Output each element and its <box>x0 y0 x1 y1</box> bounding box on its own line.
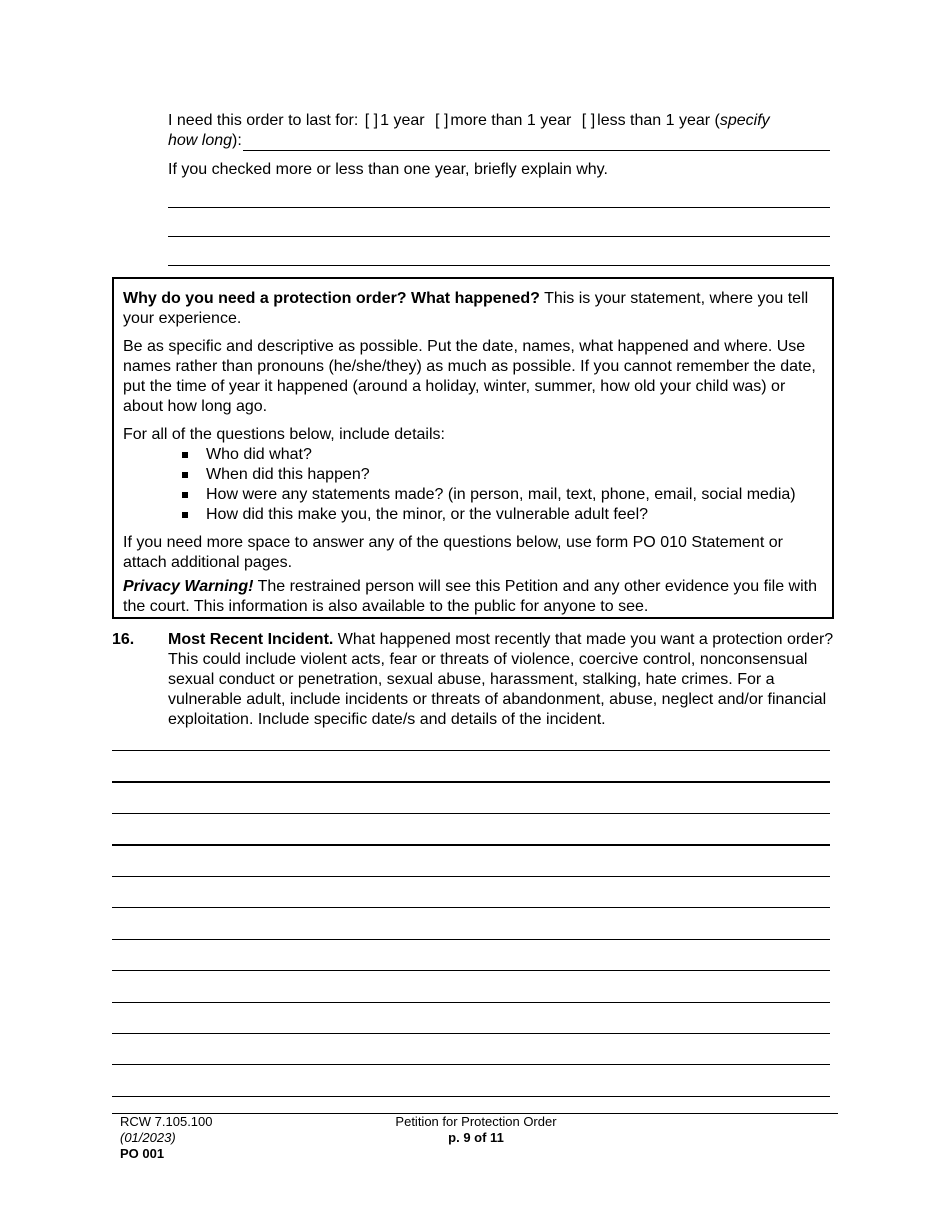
incident-answer-line[interactable] <box>112 1002 830 1003</box>
footer-revision: (01/2023) <box>120 1130 176 1145</box>
section-16-prompt <box>168 630 834 730</box>
statement-instructions-box <box>112 277 834 619</box>
statement-guidance: Be as specific and descriptive as possible. Put the date, names, what happened and where. Use names rather than pronouns (he/she/they) as much as possible. If you cannot remember the date, put the time of year it happened (around a holiday, winter, summer, how old your child was) or about how long ago. <box>123 338 816 415</box>
details-list <box>123 445 823 525</box>
statement-heading-paragraph <box>123 289 823 329</box>
footer-page-number: p. 9 of 11 <box>448 1130 504 1145</box>
list-item: How were any statements made? (in person, mail, text, phone, email, social media) <box>180 485 823 505</box>
explain-answer-line-1[interactable] <box>168 207 830 208</box>
incident-answer-line[interactable] <box>112 939 830 940</box>
duration-less-checkbox[interactable]: [ ] <box>581 112 596 129</box>
specify-label-b: how long <box>168 132 233 149</box>
order-duration-line <box>168 111 830 131</box>
specify-how-long-field[interactable] <box>243 131 830 151</box>
incident-answer-line[interactable] <box>112 1064 830 1065</box>
footer-form-id: PO 001 <box>120 1146 165 1161</box>
incident-answer-line[interactable] <box>112 876 830 877</box>
incident-answer-line[interactable] <box>112 781 830 783</box>
footer-form-title: Petition for Protection Order <box>395 1114 557 1129</box>
privacy-warning-text: The restrained person will see this Petition and any other evidence you file with the court. This information is also available to the public for anyone to see. <box>123 578 817 615</box>
statement-heading: Why do you need a protection order? What happened? <box>123 290 540 307</box>
incident-answer-line[interactable] <box>112 1096 830 1097</box>
duration-less-label: less than 1 year ( <box>597 112 720 129</box>
incident-answer-line[interactable] <box>112 750 830 751</box>
explain-answer-line-3[interactable] <box>168 265 830 266</box>
details-intro: For all of the questions below, include details: <box>123 426 445 443</box>
section-16-title: Most Recent Incident. <box>168 631 334 648</box>
order-duration-prefix: I need this order to last for: <box>168 112 359 129</box>
footer-statute: RCW 7.105.100 <box>120 1114 213 1129</box>
incident-answer-line[interactable] <box>112 813 830 814</box>
incident-answer-line[interactable] <box>112 844 830 846</box>
more-space-note: If you need more space to answer any of the questions below, use form PO 010 Statement or attach additional pages. <box>123 534 783 571</box>
section-16-number: 16. <box>112 631 135 648</box>
duration-explain-prompt: If you checked more or less than one year, briefly explain why. <box>168 161 608 178</box>
duration-more-label: more than 1 year <box>450 112 572 129</box>
incident-answer-line[interactable] <box>112 1033 830 1034</box>
list-item: How did this make you, the minor, or the vulnerable adult feel? <box>180 505 823 525</box>
duration-1-year-label: 1 year <box>380 112 425 129</box>
list-item: Who did what? <box>180 445 823 465</box>
privacy-warning-label: Privacy Warning! <box>123 578 254 595</box>
statement-heading-rest: This is your statement, where you tell your experience. <box>123 290 809 327</box>
duration-more-checkbox[interactable]: [ ] <box>435 112 449 129</box>
duration-1-year-checkbox[interactable]: [ ] <box>364 112 379 129</box>
order-duration-section <box>168 111 830 151</box>
privacy-warning <box>123 577 823 617</box>
section-16-text: What happened most recently that made you want a protection order? This could include violent acts, fear or threats of violence, coercive control, nonconsensual sexual conduct or penetration, sexual abuse, harassment, stalking, hate crimes. For a vulnerable adult, include incidents or threats of abandonment, abuse, neglect and/or financial exploitation. Include specific date/s and details of the incident. <box>168 631 834 728</box>
footer-left <box>120 1114 213 1162</box>
footer-center <box>340 1114 612 1146</box>
specify-label-end: ): <box>232 132 242 149</box>
explain-answer-line-2[interactable] <box>168 236 830 237</box>
incident-answer-line[interactable] <box>112 907 830 908</box>
specify-label-a: specify <box>719 112 770 129</box>
list-item: When did this happen? <box>180 465 823 485</box>
incident-answer-line[interactable] <box>112 970 830 971</box>
